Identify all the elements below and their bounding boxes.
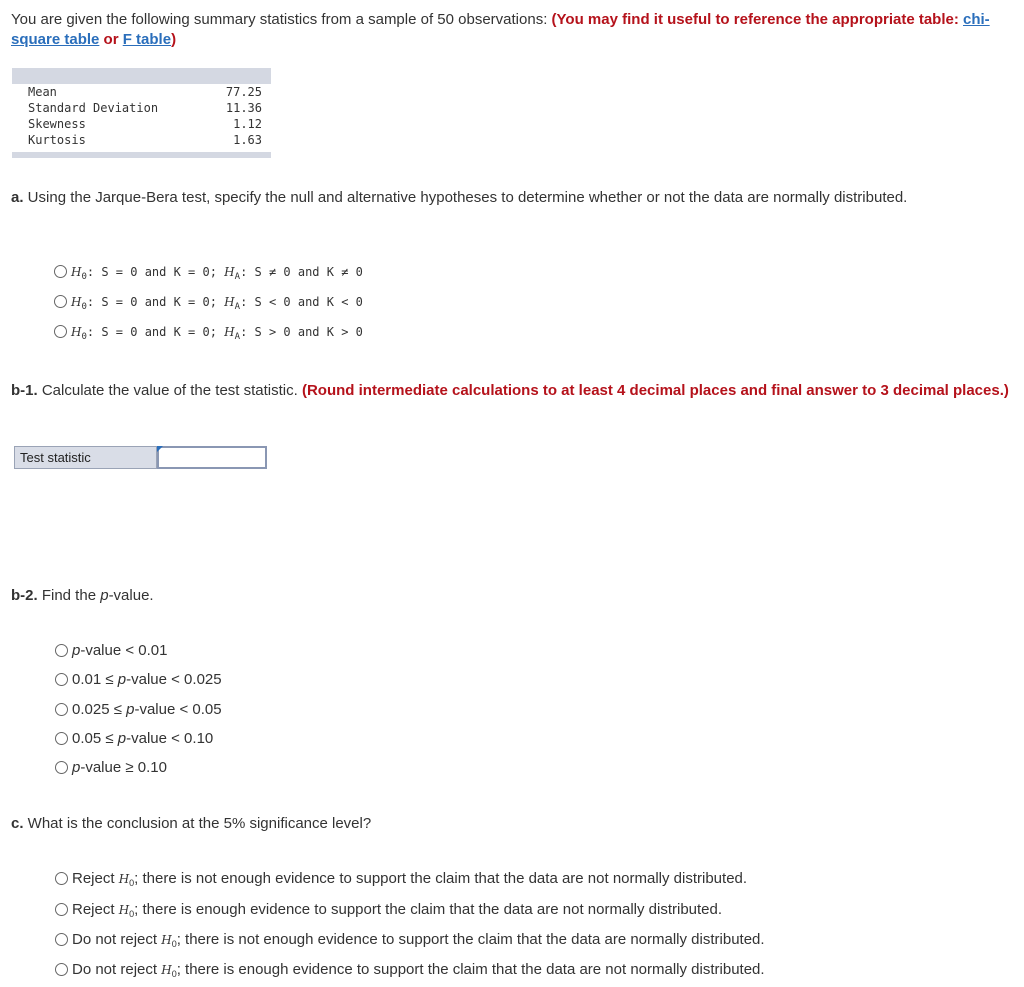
stat-value: 1.12 [233,117,262,131]
hypothesis-text: $H_0$: S = 0 and K = 0; $H_A$: S < 0 and K < 0 [71,295,363,312]
radio-button[interactable] [54,325,67,338]
radio-button[interactable] [55,673,68,686]
table-row [28,116,262,132]
f-table-link[interactable]: F table [122,31,172,48]
table-row [28,132,262,148]
question-a-tag: a. [11,189,24,206]
test-statistic-input[interactable] [157,446,267,469]
table-row [28,84,262,100]
radio-button[interactable] [55,963,68,976]
radio-button[interactable] [55,732,68,745]
hypothesis-text: $H_0$: S = 0 and K = 0; $H_A$: S > 0 and K > 0 [71,325,363,342]
intro-close: ) [171,31,177,48]
pvalue-text: 0.05 ≤ p-value < 0.10 [72,730,214,747]
input-corner-marker [157,446,163,452]
stat-value: 11.36 [225,101,262,115]
question-a-text: Using the Jarque-Bera test, specify the null and alternative hypotheses to determine whether or not the data are normally distributed. [23,189,908,206]
pvalue-text: p-value ≥ 0.10 [72,759,167,776]
question-b1-tag: b-1. [11,382,38,399]
p-italic: p [100,587,109,604]
conclusion-text: Reject $H_0$; there is not enough evidence to support the claim that the data are not normally distributed. [72,870,748,888]
summary-statistics-table [12,68,271,160]
conclusion-text: Reject $H_0$; there is enough evidence to support the claim that the data are not normally distributed. [72,901,723,919]
table-footer-bar [12,152,271,158]
question-c [11,814,1011,833]
test-statistic-label: Test statistic [14,446,157,469]
stat-label: Kurtosis [28,133,86,147]
question-b1 [11,381,1011,400]
radio-button[interactable] [55,644,68,657]
pvalue-text: 0.01 ≤ p-value < 0.025 [72,671,222,688]
radio-button[interactable] [54,295,67,308]
question-b2 [11,586,1011,605]
pvalue-text: 0.025 ≤ p-value < 0.05 [72,701,222,718]
intro-text: You are given the following summary statistics from a sample of 50 observations: [11,11,552,28]
radio-button[interactable] [55,703,68,716]
question-c-text: What is the conclusion at the 5% significance level? [23,815,372,832]
radio-button[interactable] [54,265,67,278]
pvalue-text: p-value < 0.01 [72,642,168,659]
conclusion-text: Do not reject $H_0$; there is enough evidence to support the claim that the data are not normally distributed. [72,961,765,979]
intro-emphasis: (You may find it useful to reference the appropriate table: [551,11,963,28]
stat-label: Standard Deviation [28,101,159,115]
radio-button[interactable] [55,761,68,774]
intro-connector: or [99,31,123,48]
question-b2-text-after: -value. [108,587,154,604]
intro-paragraph [11,10,1016,50]
question-a [11,188,1011,207]
stat-label: Mean [28,85,57,99]
question-b2-text: Find the [37,587,101,604]
table-header-bar [12,68,271,84]
table-row [28,100,262,116]
question-b1-text: Calculate the value of the test statistic. [37,382,302,399]
stat-value: 1.63 [233,133,262,147]
radio-button[interactable] [55,872,68,885]
question-c-tag: c. [11,815,24,832]
hypothesis-text: $H_0$: S = 0 and K = 0; $H_A$: S ≠ 0 and K ≠ 0 [71,265,363,282]
question-b1-instruction: (Round intermediate calculations to at least 4 decimal places and final answer to 3 decimal places.) [301,382,1009,399]
radio-button[interactable] [55,933,68,946]
chi-square-table-link[interactable]: chi-square table [11,11,990,48]
radio-button[interactable] [55,903,68,916]
conclusion-text: Do not reject $H_0$; there is not enough evidence to support the claim that the data are normally distributed. [72,931,765,949]
question-b2-tag: b-2. [11,587,38,604]
stat-label: Skewness [28,117,86,131]
stat-value: 77.25 [225,85,262,99]
